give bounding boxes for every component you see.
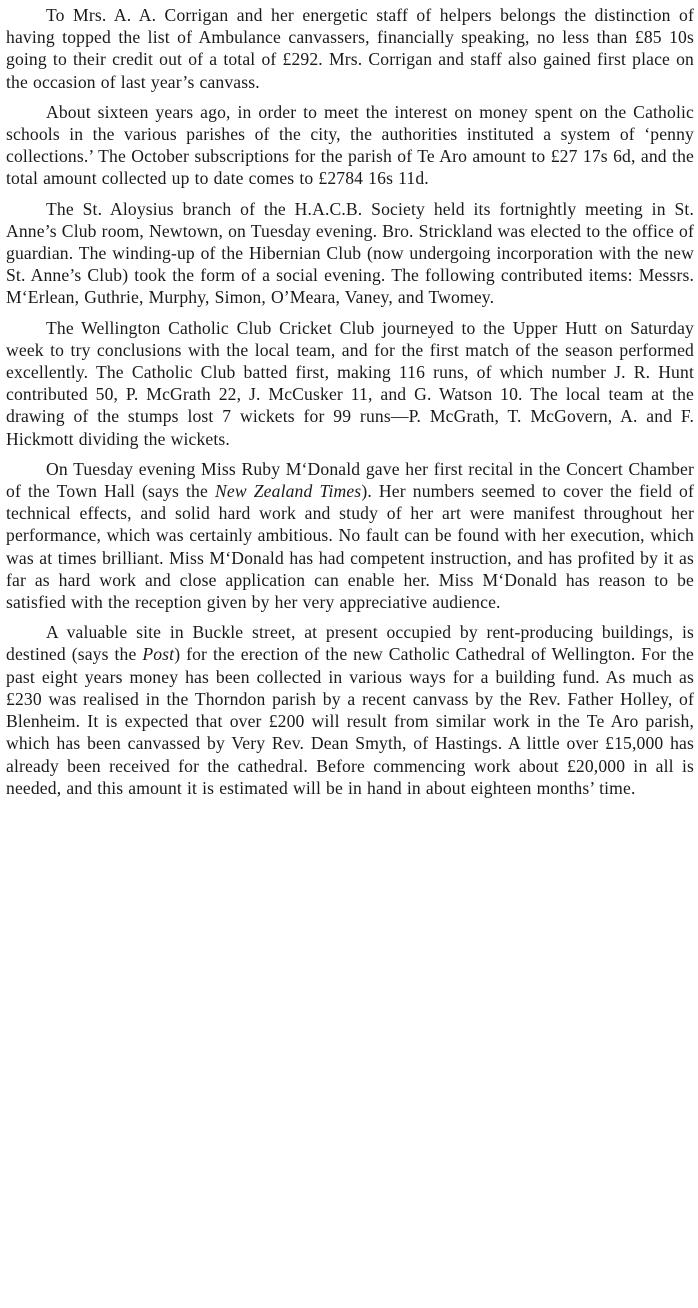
- text-segment: About sixteen years ago, in order to meet the interest on money spent on the Catholic schools in the various parishes of the city, the authorities instituted a system of ‘penny collections.’ The October subscriptions for the parish of Te Aro amount to £27 17s 6d, and the total amount collected up to date comes to £2784 16s 11d.: [6, 101, 694, 189]
- text-segment: The St. Aloysius branch of the H.A.C.B. Society held its fortnightly meeting in St. Anne’s Club room, Newtown, on Tuesday evening. Bro. Strickland was elected to the office of guardian. The winding-up of the Hibernian Club (now undergoing incorporation with the new St. Anne’s Club) took the form of a social evening. The following contributed items: Messrs. M‘Erlean, Guthrie, Murphy, Simon, O’Meara, Vaney, and Twomey.: [6, 198, 694, 308]
- text-segment: ). Her numbers seemed to cover the field of technical effects, and solid hard work and study of her art were manifest throughout her performance, which was certainly ambitious. No fault can be found with her execution, which was at times brilliant. Miss M‘Donald has had competent instruction, and has profited by it as far as hard work and close application can enable her. Miss M‘Donald has reason to be satisfied with the reception given by her very appreciative audience.: [6, 481, 694, 613]
- text-segment: To Mrs. A. A. Corrigan and her energetic staff of helpers belongs the distinction of having topped the list of Ambulance canvassers, financially speaking, no less than £85 10s going to their credit out of a total of £292. Mrs. Corrigan and staff also gained first place on the occasion of last year’s canvass.: [6, 5, 694, 92]
- italic-source-name: Post: [142, 644, 175, 665]
- paragraph-penny-collections: [6, 101, 694, 190]
- italic-source-name: New Zealand Times: [214, 481, 362, 502]
- paragraph-ambulance-canvass: [6, 4, 694, 93]
- paragraph-recital: [6, 458, 694, 613]
- article-column: [6, 4, 694, 799]
- paragraph-cathedral-site: [6, 621, 694, 799]
- text-segment: A valuable site in Buckle street, at present occupied by rent-producing buildings, is destined (says the: [6, 622, 694, 665]
- paragraph-cricket-club: [6, 317, 694, 450]
- paragraph-hacb-society: [6, 198, 694, 309]
- text-segment: The Wellington Catholic Club Cricket Club journeyed to the Upper Hutt on Saturday week to try conclusions with the local team, and for the first match of the season performed excellently. The Catholic Club batted first, making 116 runs, of which number J. R. Hunt contributed 50, P. McGrath 22, J. McCusker 11, and G. Watson 10. The local team at the drawing of the stumps lost 7 wickets for 99 runs—P. McGrath, T. McGovern, A. and F. Hickmott dividing the wickets.: [6, 317, 694, 449]
- text-segment: On Tuesday evening Miss Ruby M‘Donald gave her first recital in the Concert Chamber of the Town Hall (says the: [6, 458, 694, 502]
- text-segment: ) for the erection of the new Catholic Cathedral of Wellington. For the past eight years money has been collected in various ways for a building fund. As much as £230 was realised in the Thorndon parish by a recent canvass by the Rev. Father Holley, of Blenheim. It is expected that over £200 will result from similar work in the Te Aro parish, which has been canvassed by Very Rev. Dean Smyth, of Hastings. A little over £15,000 has already been received for the cathedral. Before commencing work about £20,000 in all is needed, and this amount it is estimated will be in hand in about eighteen months’ time.: [6, 644, 694, 798]
